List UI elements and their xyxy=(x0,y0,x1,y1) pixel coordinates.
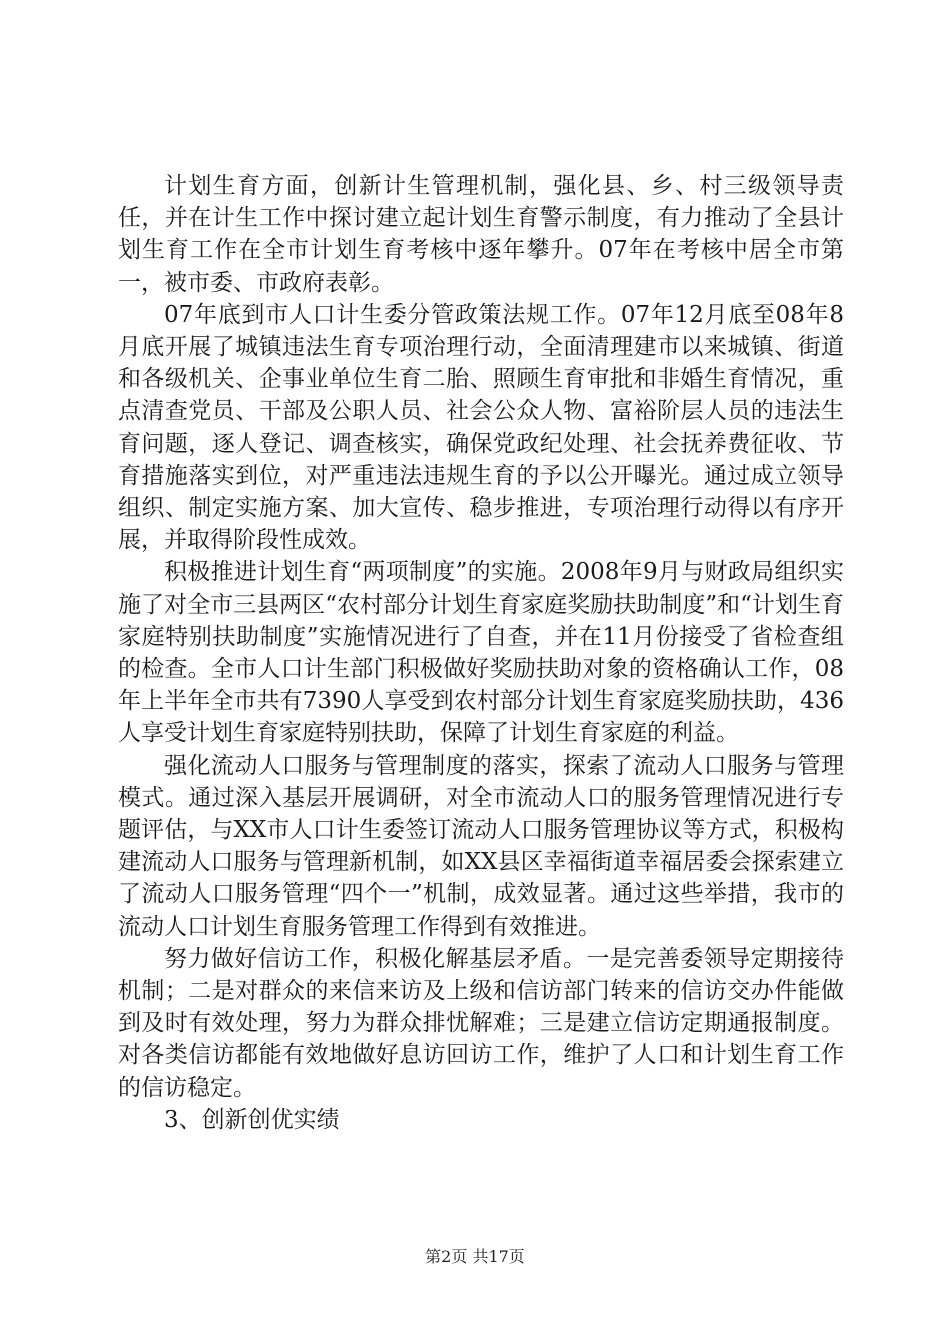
paragraph-petition-work: 努力做好信访工作，积极化解基层矛盾。一是完善委领导定期接待机制；二是对群众的来信来访及上级和信访部门转来的信访交办件能做到及时有效处理，努力为群众排忧解难；三是建立信访定期通报制度。对各类信访都能有效地做好息访回访工作，维护了人口和计划生育工作的信访稳定。 xyxy=(118,945,844,1101)
paragraph-two-systems: 积极推进计划生育“两项制度”的实施。2008年9月与财政局组织实施了对全市三县两区“农村部分计划生育家庭奖励扶助制度”和“计划生育家庭特别扶助制度”实施情况进行了自查，并在11月份接受了省检查组的检查。全市人口计生部门积极做好奖励扶助对象的资格确认工作，08年上半年全市共有7390人享受到农村部分计划生育家庭奖励扶助，436人享受计划生育家庭特别扶助，保障了计划生育家庭的利益。 xyxy=(118,559,844,747)
paragraph-policy-regulation: 07年底到市人口计生委分管政策法规工作。07年12月底至08年8月底开展了城镇违法生育专项治理行动，全面清理建市以来城镇、街道和各级机关、企事业单位生育二胎、照顾生育审批和非婚生育情况，重点清查党员、干部及公职人员、社会公众人物、富裕阶层人员的违法生育问题，逐人登记、调查核实，确保党政纪处理、社会抚养费征收、节育措施落实到位，对严重违法违规生育的予以公开曝光。通过成立领导组织、制定实施方案、加大宣传、稳步推进，专项治理行动得以有序开展，并取得阶段性成效。 xyxy=(118,301,844,554)
document-body xyxy=(118,170,844,1136)
page-footer: 第2页 共17页 xyxy=(425,1247,525,1266)
paragraph-family-planning: 计划生育方面，创新计生管理机制，强化县、乡、村三级领导责任，并在计生工作中探讨建立起计划生育警示制度，有力推动了全县计划生育工作在全市计划生育考核中逐年攀升。07年在考核中居全市第一，被市委、市政府表彰。 xyxy=(118,173,844,296)
section-heading: 3、创新创优实绩 xyxy=(164,1106,340,1133)
paragraph-floating-population: 强化流动人口服务与管理制度的落实，探索了流动人口服务与管理模式。通过深入基层开展调研，对全市流动人口的服务管理情况进行专题评估，与XX市人口计生委签订流动人口服务管理协议等方式，积极构建流动人口服务与管理新机制，如XX县区幸福街道幸福居委会探索建立了流动人口服务管理“四个一”机制，成效显著。通过这些举措，我市的流动人口计划生育服务管理工作得到有效推进。 xyxy=(118,752,844,940)
